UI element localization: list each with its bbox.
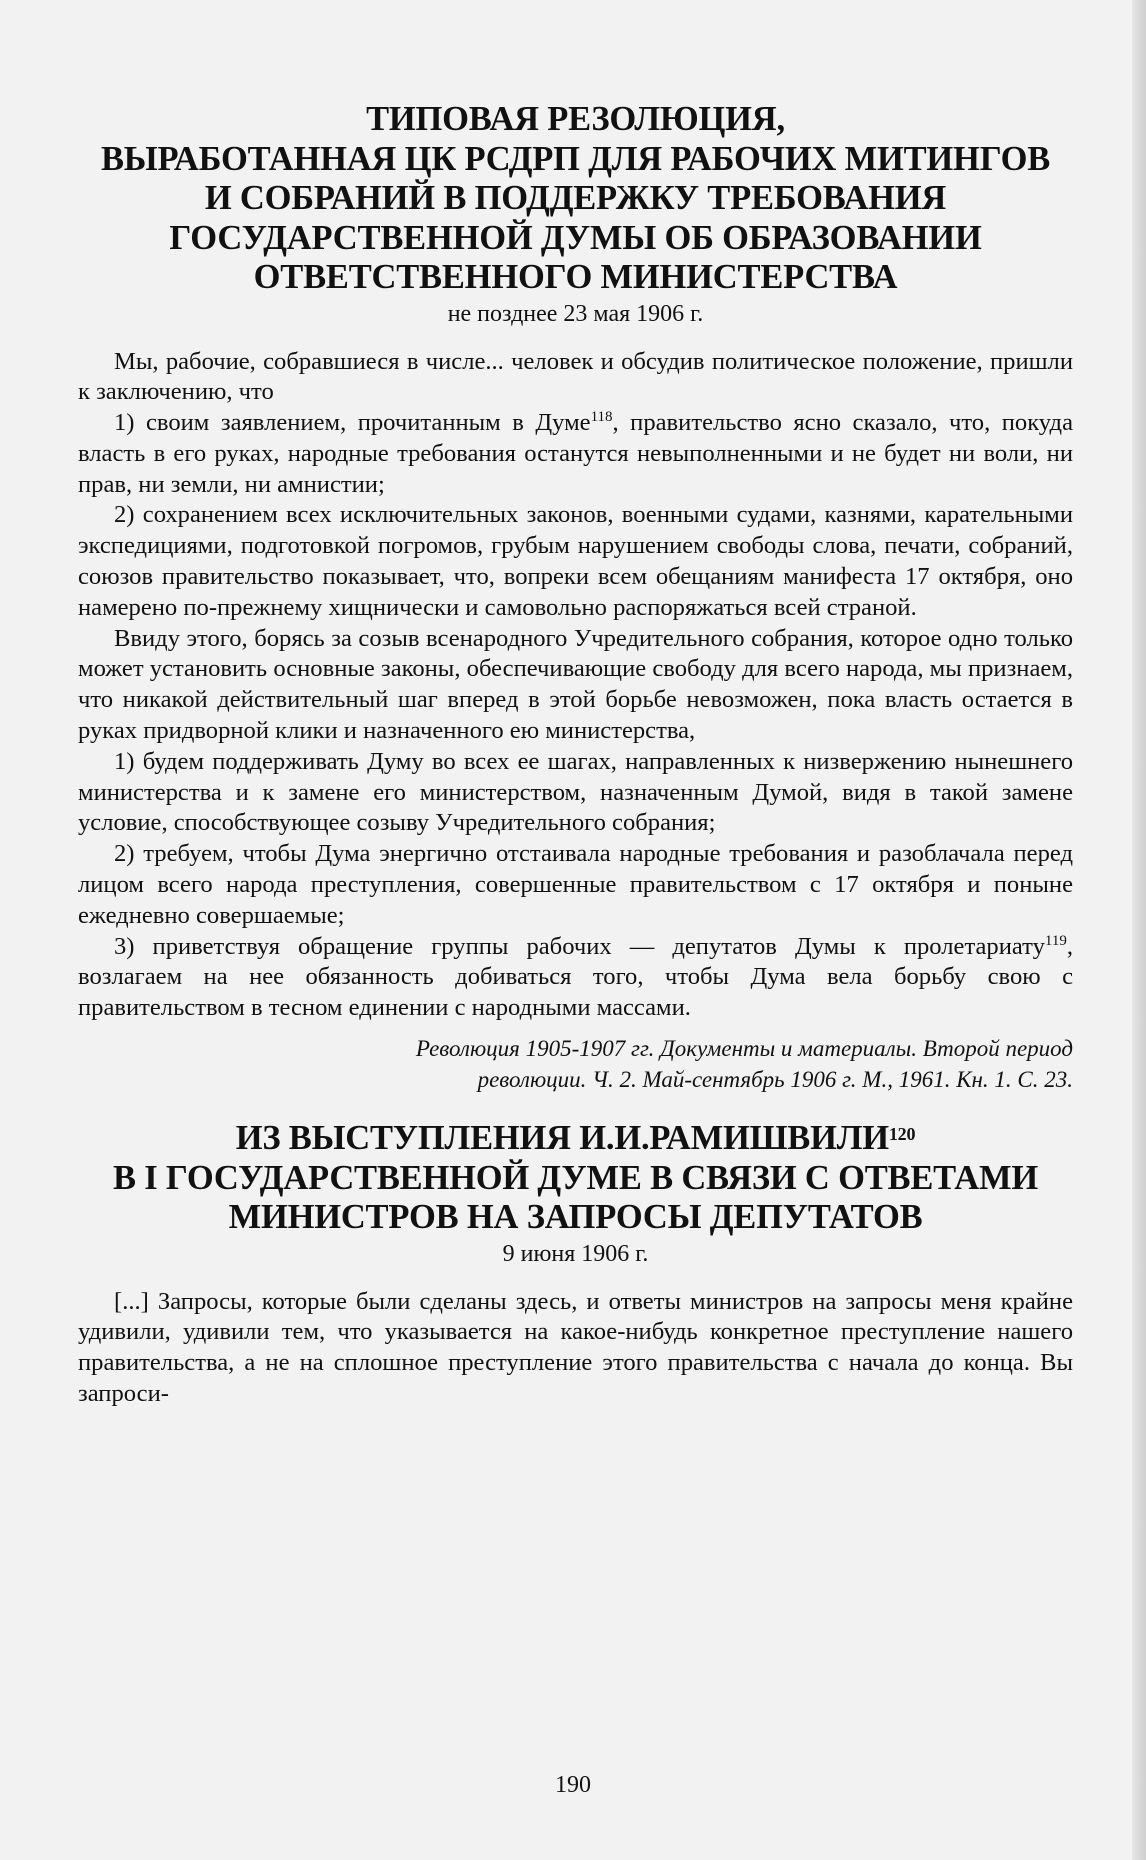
page-content — [78, 100, 1073, 1410]
paragraph-text: 1) своим заявлением, прочитанным в Думе — [114, 409, 591, 437]
paragraph: Ввиду этого, борясь за созыв всенародного Учредительного собрания, которое одно только может установить основные законы, обеспечивающие свободу для всего народа, мы признаем, что никакой действительный шаг вперед в этой борьбе невозможен, пока власть остается в руках придворной клики и назначенного ею министерства, — [78, 624, 1073, 745]
source-line: Революция 1905-1907 гг. Документы и материалы. Второй период — [415, 1036, 1073, 1062]
title-text: ИЗ ВЫСТУПЛЕНИЯ И.И.РАМИШВИЛИ — [235, 1119, 889, 1158]
title-line: МИНИСТРОВ НА ЗАПРОСЫ ДЕПУТАТОВ — [228, 1198, 923, 1237]
document-date: 9 июня 1906 г. — [502, 1240, 649, 1267]
footnote-ref: 118 — [590, 409, 613, 426]
source-line: революции. Ч. 2. Май-сентябрь 1906 г. М., 1961. Кн. 1. С. 23. — [477, 1067, 1073, 1093]
footnote-ref: 120 — [888, 1124, 916, 1145]
title-line: ГОСУДАРСТВЕННОЙ ДУМЫ ОБ ОБРАЗОВАНИИ — [169, 218, 982, 257]
title-line: В I ГОСУДАРСТВЕННОЙ ДУМЕ В СВЯЗИ С ОТВЕТАМИ — [113, 1158, 1038, 1197]
paragraph: 2) сохранением всех исключительных законов, военными судами, казнями, карательными экспедициями, подготовкой погромов, грубым нарушением свободы слова, печати, собраний, союзов правительство показывает, что, вопреки всем обещаниям манифеста 17 октября, оно намерено по-прежнему хищнически и самовольно распоряжаться всей страной. — [78, 501, 1073, 621]
paragraph — [78, 408, 1073, 500]
source-citation — [78, 1033, 1073, 1095]
document-title — [78, 1119, 1073, 1238]
paragraph: 2) требуем, чтобы Дума энергично отстаивала народные требования и разоблачала перед лицом всего народа преступления, совершенные правительством с 17 октября и поныне ежедневно совершаемые; — [78, 840, 1073, 929]
title-line: И СОБРАНИЙ В ПОДДЕРЖКУ ТРЕБОВАНИЯ — [204, 179, 947, 217]
document-date: не позднее 23 мая 1906 г. — [447, 300, 704, 327]
document-title — [78, 100, 1073, 298]
page-edge — [1132, 0, 1146, 1860]
paragraph: 1) будем поддерживать Думу во всех ее шагах, направленных к низвержению нынешнего министерства и к замене его министерством, назначенным Думой, видя в такой замене условие, способствующее созыву Учредительного собрания; — [78, 747, 1073, 837]
paragraph-text: , возлагаем на нее обязанность добиваться того, чтобы Дума вела борьбу свою с правительством в тесном единении с народными массами. — [78, 932, 1073, 1022]
paragraph: Мы, рабочие, собравшиеся в числе... человек и обсудив политическое положение, пришли к заключению, что — [78, 347, 1073, 406]
footnote-ref: 119 — [1044, 932, 1067, 949]
title-line: ОТВЕТСТВЕННОГО МИНИСТЕРСТВА — [253, 258, 898, 296]
title-line: ТИПОВАЯ РЕЗОЛЮЦИЯ, — [366, 100, 785, 138]
page-number: 190 — [555, 1772, 591, 1798]
paragraph-text: , правительство ясно сказало, что, покуда власть в его руках, народные требования останутся невыполненными и не будет ни воли, ни прав, ни земли, ни амнистии; — [78, 409, 1073, 498]
paragraph: [...] Запросы, которые были сделаны здесь, и ответы министров на запросы меня крайне удивили, удивили тем, что указывается на какое-нибудь конкретное преступление нашего правительства, а не на сплошное преступление этого правительства с начала до конца. Вы запроси- — [78, 1287, 1073, 1407]
paragraph — [78, 932, 1073, 1024]
title-line — [78, 1119, 1073, 1159]
paragraph-text: 3) приветствуя обращение группы рабочих — депутатов Думы к пролетариату — [114, 932, 1045, 960]
title-line: ВЫРАБОТАННАЯ ЦК РСДРП ДЛЯ РАБОЧИХ МИТИНГОВ — [100, 139, 1051, 178]
